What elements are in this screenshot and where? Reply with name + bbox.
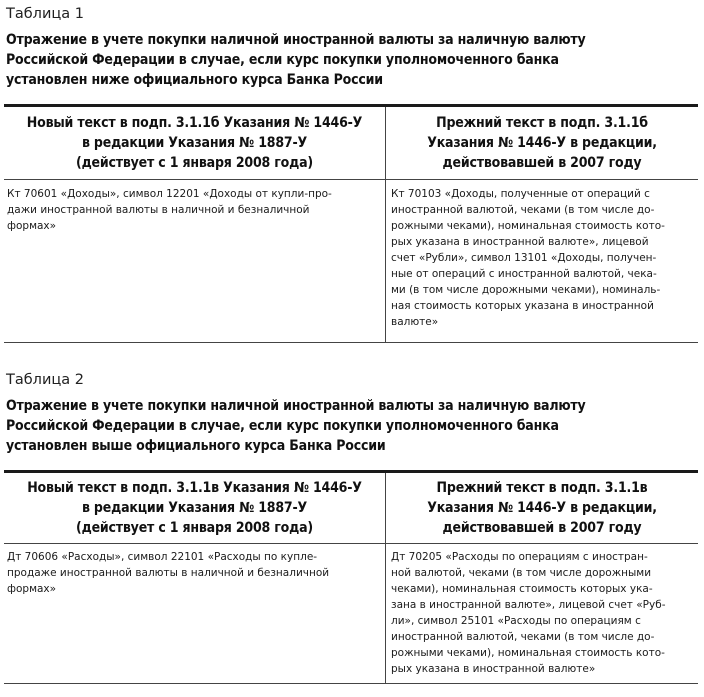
table1-title: Отражение в учете покупки наличной иностранной валюты за наличную валюту Российской Федерации в случае, если курс покупки уполномоченного банка установлен ниже официального курса Банка России — [6, 32, 586, 88]
table2-header-row — [4, 473, 698, 544]
table2-header-old: Прежний текст в подп. 3.1.1в Указания № 1446-У в редакции, действовавшей в 2007 году — [427, 480, 657, 536]
table2-grid — [4, 473, 698, 683]
table2-cell-new: Дт 70606 «Расходы», символ 22101 «Расходы по купле- продаже иностранной валюты в наличной и безналичной формах» — [7, 551, 330, 595]
table2-column-divider — [385, 473, 386, 683]
table2-label: Таблица 2 — [6, 372, 84, 388]
table1-header-new: Новый текст в подп. 3.1.1б Указания № 1446-У в редакции Указания № 1887-У (действует с 1 января 2008 года) — [26, 115, 363, 171]
table1-bottom-rule — [4, 342, 698, 343]
table1-cell-old: Кт 70103 «Доходы, полученные от операций с иностранной валютой, чеками (в том числе до- рожными чеками), номинальная стоимость кото- рых указана в иностранной валюте», лицевой счет «Рубли», символ 13101 «Доходы, получен- ные от операций с иностранной валютой, чека- ми (в том числе дорожными чеками), номиналь- ная стоимость которых указана в иностранной валюте» — [391, 188, 665, 328]
table2-header-new: Новый текст в подп. 3.1.1в Указания № 1446-У в редакции Указания № 1887-У (действует с 1 января 2008 года) — [27, 480, 362, 536]
table1-header-row — [4, 107, 698, 180]
table1-header-old: Прежний текст в подп. 3.1.1б Указания № 1446-У в редакции, действовавшей в 2007 году — [427, 115, 657, 171]
table2-cell-old: Дт 70205 «Расходы по операциям с иностран- ной валютой, чеками (в том числе дорожными чеками), номинальная стоимость которых ука- зана в иностранной валюте», лицевой счет «Руб- ли», символ 25101 «Расходы по операциям с иностранной валютой, чеками (в том числе до- рожными чеками), номинальная стоимость кото- рых указана в иностранной валюте» — [391, 551, 666, 675]
table1-label: Таблица 1 — [6, 6, 84, 22]
table2-title: Отражение в учете покупки наличной иностранной валюты за наличную валюту Российской Федерации в случае, если курс покупки уполномоченного банка установлен выше официального курса Банка России — [6, 398, 586, 454]
table1-cell-new: Кт 70601 «Доходы», символ 12201 «Доходы от купли-про- дажи иностранной валюты в наличной и безналичной формах» — [7, 188, 332, 232]
table1-grid — [4, 107, 698, 342]
table2-bottom-rule — [4, 683, 698, 684]
table1-column-divider — [385, 107, 386, 342]
